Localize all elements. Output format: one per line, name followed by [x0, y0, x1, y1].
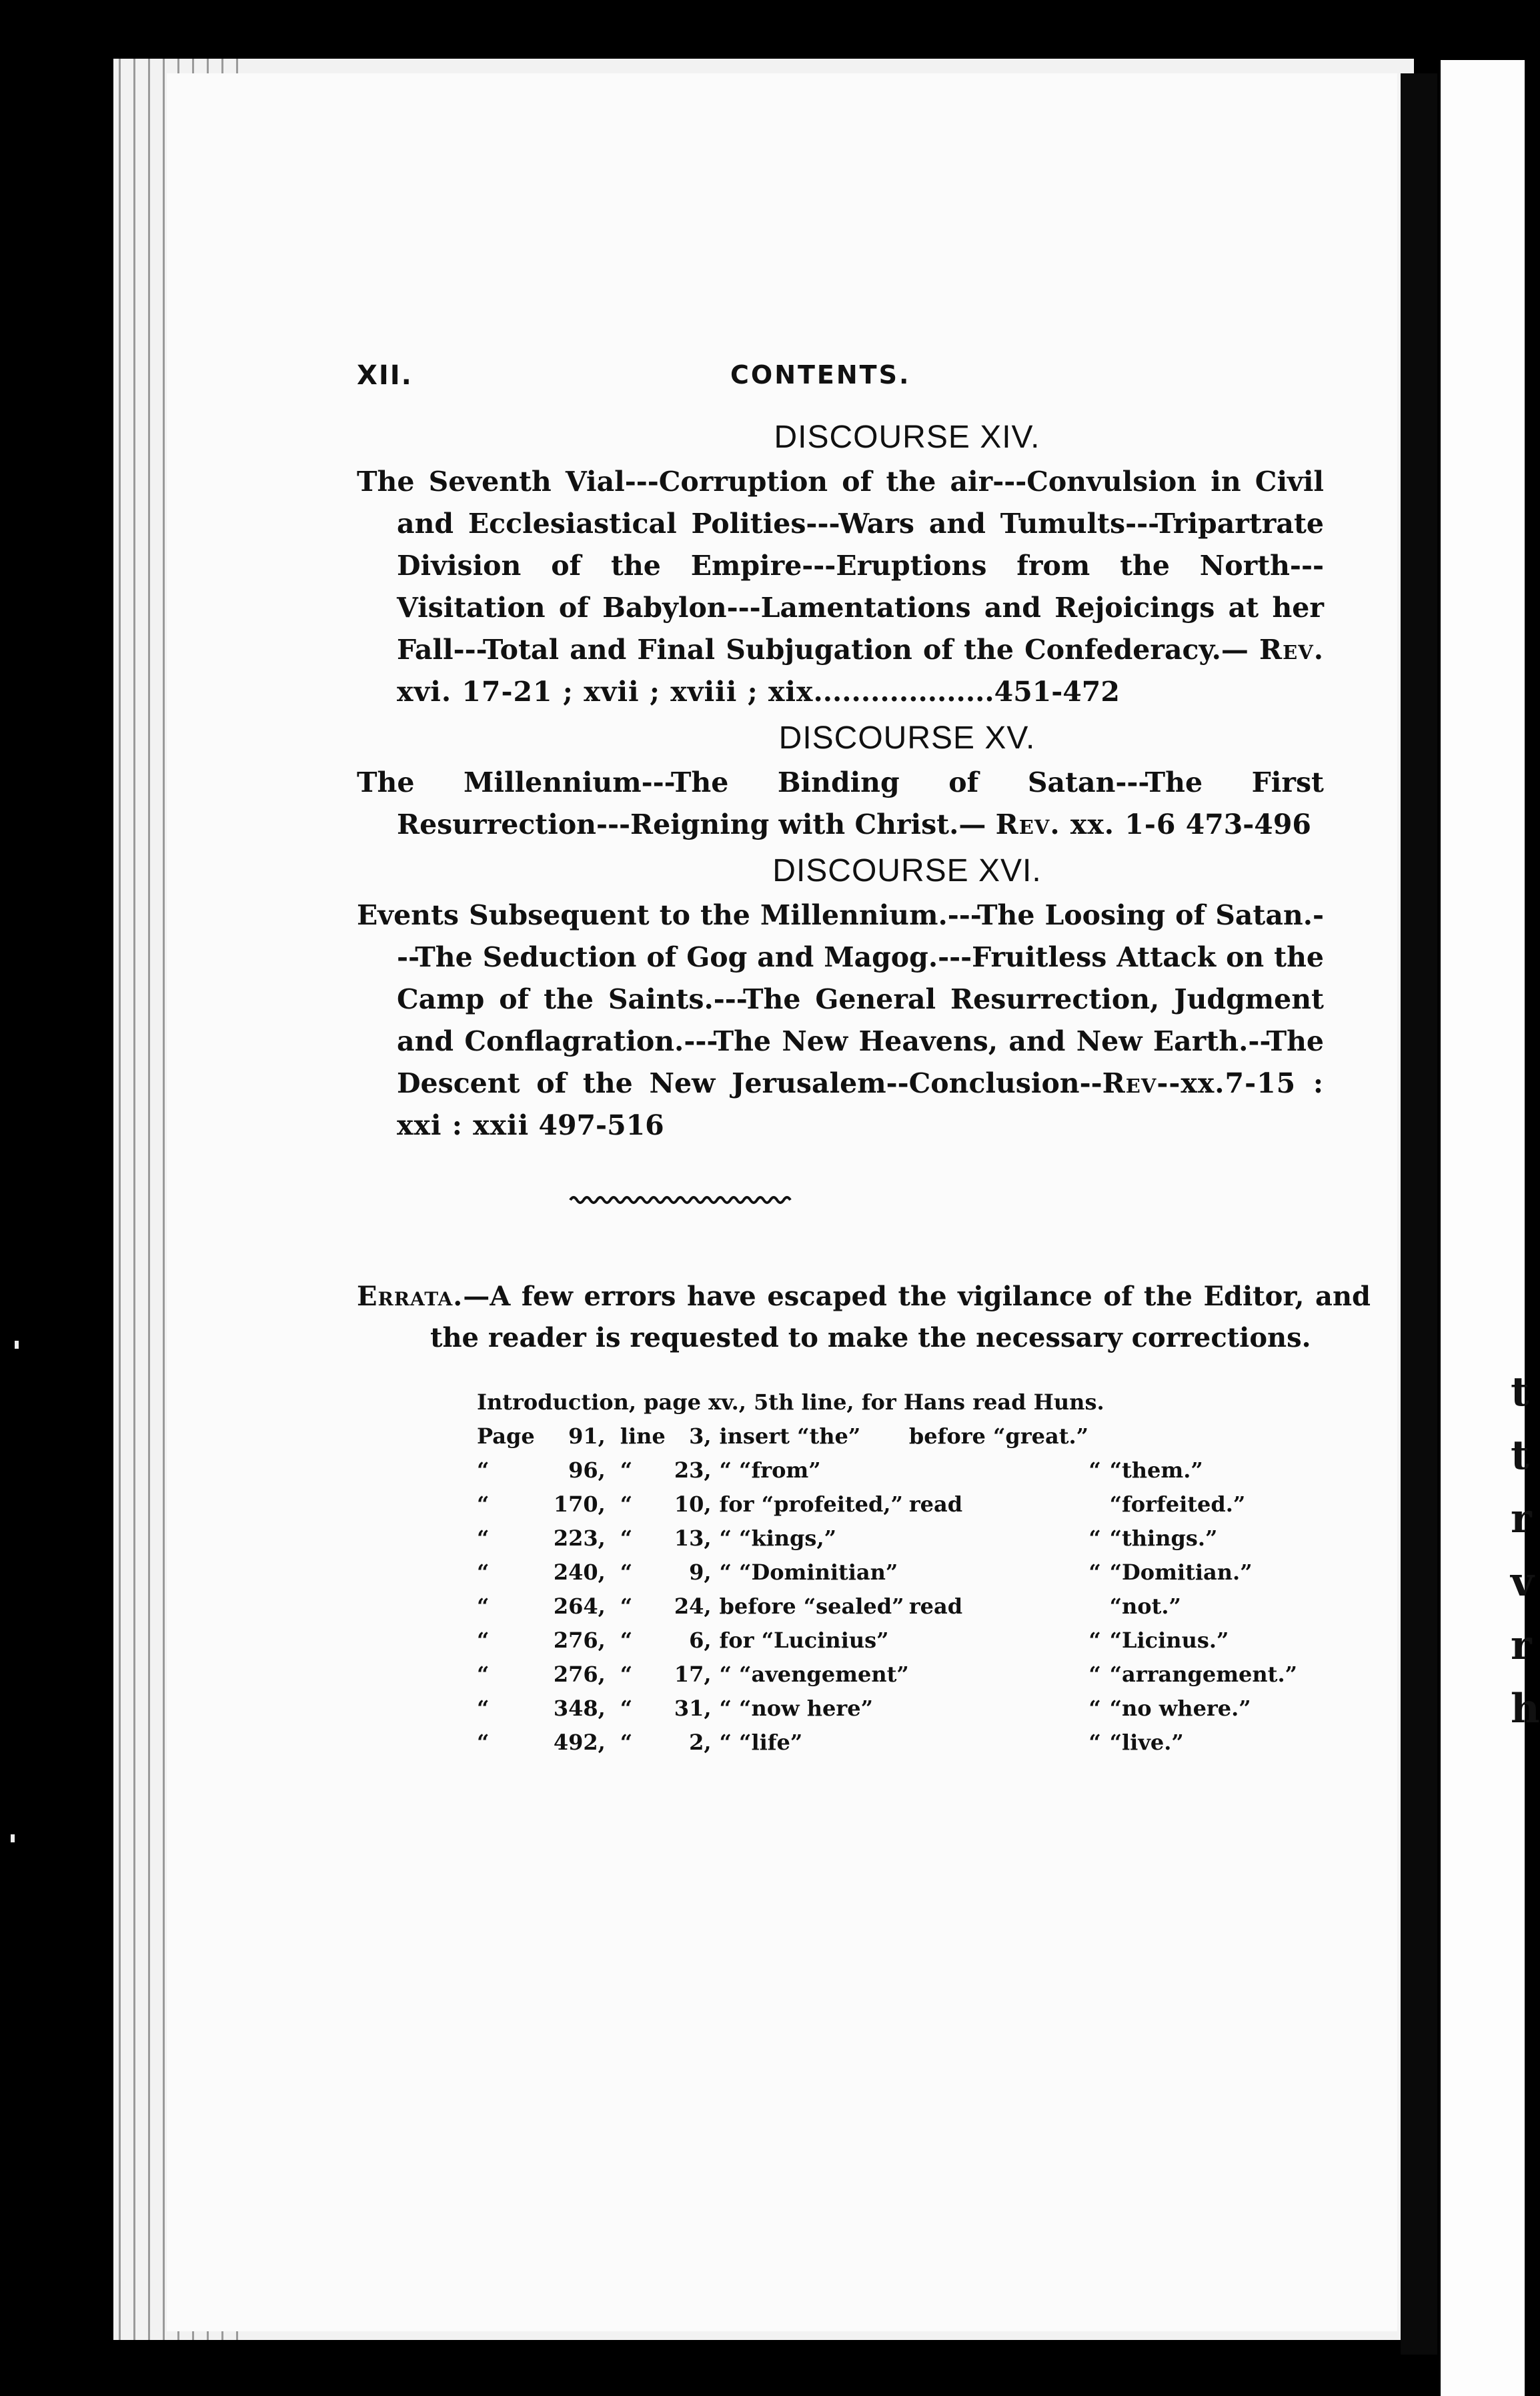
errata-cell-action: “ “now here” — [719, 1696, 873, 1721]
errata-row — [477, 1419, 1297, 1453]
errata-cell-word — [909, 1453, 1089, 1487]
errata-cell-word — [909, 1726, 1089, 1760]
page-edge-line — [133, 59, 135, 2340]
errata-row — [477, 1522, 1297, 1556]
errata-row — [477, 1556, 1297, 1590]
errata-cell-ditto: “ — [1088, 1628, 1101, 1653]
errata-cell-line: 17, — [674, 1662, 712, 1687]
errata-cell-page: 91, — [568, 1423, 606, 1449]
errata-cell-line-word: “ — [620, 1662, 633, 1687]
errata-cell-line-word: line — [620, 1423, 666, 1449]
errata-cell-page-word: “ — [477, 1628, 490, 1653]
errata-cell-replacement: “them.” — [1109, 1457, 1203, 1483]
errata-cell-page-word: “ — [477, 1457, 490, 1483]
errata-cell-page: 264, — [553, 1594, 606, 1619]
errata-cell-line: 9, — [689, 1560, 712, 1585]
edge-letter: h — [1511, 1686, 1540, 1732]
facing-page-edge — [1441, 60, 1540, 2396]
errata-cell-replacement: “things.” — [1109, 1526, 1218, 1551]
discourse-heading: DISCOURSE XVI. — [772, 853, 1042, 888]
errata-cell-action: “ “avengement” — [719, 1662, 909, 1687]
errata-cell-ditto: “ — [1088, 1560, 1101, 1585]
errata-cell-action: for “profeited,” — [719, 1491, 903, 1517]
errata-cell-page: 276, — [553, 1662, 606, 1687]
errata-cell-page: 276, — [553, 1628, 606, 1653]
dust-speck — [15, 1341, 19, 1349]
errata-cell-ditto — [1088, 1487, 1109, 1522]
errata-cell-line-word: “ — [620, 1628, 633, 1653]
errata-row — [477, 1726, 1297, 1760]
errata-cell-page-word: “ — [477, 1560, 490, 1585]
errata-cell-word — [909, 1624, 1089, 1658]
contents-entry — [357, 762, 1324, 846]
edge-letter: v — [1511, 1559, 1534, 1606]
errata-cell-line: 24, — [674, 1594, 712, 1619]
edge-letter: r — [1511, 1495, 1532, 1542]
errata-cell-word — [909, 1658, 1089, 1692]
errata-cell-page: 170, — [553, 1491, 606, 1517]
edge-letter: t — [1511, 1369, 1529, 1415]
errata-cell-page: 492, — [553, 1730, 606, 1755]
errata-row — [477, 1624, 1297, 1658]
errata-cell-ditto: “ — [1088, 1457, 1101, 1483]
errata-cell-line-word: “ — [620, 1696, 633, 1721]
errata-cell-page-word: Page — [477, 1423, 535, 1449]
errata-cell-page-word: “ — [477, 1730, 490, 1755]
dust-speck — [11, 1834, 15, 1842]
errata-cell-ditto: “ — [1088, 1696, 1101, 1721]
scripture-reference: Rev. xvi. 17-21 ; xvii ; xviii ; xix — [397, 634, 1324, 708]
errata-cell-word: read — [908, 1594, 963, 1619]
facing-page-letters — [1511, 1361, 1540, 1741]
errata-cell-line: 23, — [674, 1457, 712, 1483]
errata-cell-replacement: “no where.” — [1109, 1696, 1251, 1721]
errata-cell-line-word: “ — [620, 1730, 633, 1755]
errata-cell-word: before “great.” — [908, 1423, 1089, 1449]
scripture-reference: Rev. xx. 1-6 — [995, 808, 1177, 840]
errata-cell-line: 13, — [674, 1526, 712, 1551]
running-head — [357, 360, 1304, 407]
errata-intro-line: Introduction, page xv., 5th line, for Hans read Huns. — [477, 1389, 1104, 1415]
errata-cell-action: before “sealed” — [719, 1594, 904, 1619]
errata-row — [477, 1658, 1297, 1692]
contents-entry — [357, 461, 1324, 713]
errata-cell-word: read — [908, 1491, 963, 1517]
errata-cell-action: “ “life” — [719, 1730, 803, 1755]
discourse-heading: DISCOURSE XIV. — [774, 420, 1040, 455]
book-gutter — [1401, 73, 1437, 2355]
errata-cell-line: 10, — [674, 1491, 712, 1517]
errata-cell-replacement: “Domitian.” — [1109, 1560, 1253, 1585]
errata-cell-action: for “Lucinius” — [719, 1628, 889, 1653]
errata-cell-replacement: “arrangement.” — [1109, 1662, 1297, 1687]
errata-cell-ditto: “ — [1088, 1730, 1101, 1755]
errata-cell-line: 31, — [674, 1696, 712, 1721]
contents-entry — [357, 894, 1324, 1147]
entry-text: The Seventh Vial---Corruption of the air---Convulsion in Civil and Ecclesiastical Polities---Wars and Tumults---Tripartrate Division of the Empire---Eruptions from the North---Visitation of Babylon---Lamentations and Rejoicings at her Fall---Total and Final Subjugation of the Confederacy.— — [357, 466, 1324, 666]
errata-row — [477, 1487, 1297, 1522]
errata-cell-page: 348, — [553, 1696, 606, 1721]
errata-cell-line-word: “ — [620, 1457, 633, 1483]
errata-cell-page-word: “ — [477, 1526, 490, 1551]
errata-cell-action: “ “Dominitian” — [719, 1560, 898, 1585]
errata-cell-ditto: “ — [1088, 1662, 1101, 1687]
errata-cell-ditto: “ — [1088, 1526, 1101, 1551]
errata-cell-line-word: “ — [620, 1560, 633, 1585]
errata-cell-replacement — [1110, 1419, 1297, 1453]
edge-letter: t — [1511, 1432, 1529, 1479]
errata-cell-page: 96, — [568, 1457, 606, 1483]
running-title: CONTENTS. — [730, 360, 911, 390]
errata-cell-word — [909, 1692, 1089, 1726]
dot-leaders: ................... — [813, 676, 994, 708]
entry-text: The Millennium---The Binding of Satan---The First Resurrection---Reigning with Christ.— — [357, 766, 1324, 840]
page-range: 497-516 — [538, 1109, 664, 1141]
page-edge-line — [119, 59, 121, 2340]
page-number: XII. — [357, 360, 413, 391]
errata-cell-line: 3, — [689, 1423, 712, 1449]
page-range: 451-472 — [994, 676, 1120, 708]
page-edge-line — [163, 59, 165, 2340]
errata-note — [357, 1276, 1371, 1359]
errata-cell-line-word: “ — [620, 1594, 633, 1619]
wavy-divider — [570, 1190, 790, 1210]
errata-cell-action: “ “kings,” — [719, 1526, 836, 1551]
errata-cell-ditto — [1088, 1419, 1109, 1453]
page-range: 473-496 — [1185, 808, 1311, 840]
page-edge-line — [148, 59, 150, 2340]
errata-cell-line-word: “ — [620, 1526, 633, 1551]
errata-table — [477, 1419, 1297, 1760]
discourse-heading: DISCOURSE XV. — [778, 720, 1036, 756]
contents-text-block — [357, 360, 1371, 1760]
errata-cell-page: 240, — [553, 1560, 606, 1585]
errata-row — [477, 1453, 1297, 1487]
errata-label: Errata. — [357, 1281, 464, 1312]
errata-cell-word — [909, 1556, 1089, 1590]
errata-cell-line: 6, — [689, 1628, 712, 1653]
errata-cell-ditto — [1088, 1590, 1109, 1624]
scripture-reference: Rev--xx.7-15 : xxi : xxii — [397, 1067, 1324, 1141]
errata-cell-action: “ “from” — [719, 1457, 821, 1483]
errata-row — [477, 1590, 1297, 1624]
errata-cell-action: insert “the” — [719, 1423, 861, 1449]
edge-letter: r — [1511, 1622, 1532, 1669]
errata-cell-page-word: “ — [477, 1662, 490, 1687]
errata-cell-page-word: “ — [477, 1594, 490, 1619]
errata-cell-replacement: “not.” — [1109, 1594, 1181, 1619]
errata-row — [477, 1692, 1297, 1726]
errata-cell-replacement: “Licinus.” — [1109, 1628, 1229, 1653]
errata-cell-word — [909, 1522, 1089, 1556]
errata-cell-replacement: “live.” — [1109, 1730, 1184, 1755]
errata-cell-page: 223, — [553, 1526, 606, 1551]
errata-cell-line: 2, — [689, 1730, 712, 1755]
errata-cell-page-word: “ — [477, 1491, 490, 1517]
entry-text: Events Subsequent to the Millennium.---The Loosing of Satan.---The Seduction of Gog and Magog.---Fruitless Attack on the Camp of the Saints.---The General Resurrection, Judgment and Conflagration.---The New Heavens, and New Earth.--The Descent of the New Jerusalem--Conclusion-- — [357, 899, 1324, 1099]
errata-cell-line-word: “ — [620, 1491, 633, 1517]
errata-list — [477, 1385, 1297, 1760]
errata-text: —A few errors have escaped the vigilance of the Editor, and the reader is requested to make the necessary corrections. — [430, 1281, 1371, 1353]
errata-cell-page-word: “ — [477, 1696, 490, 1721]
errata-cell-replacement: “forfeited.” — [1109, 1491, 1246, 1517]
